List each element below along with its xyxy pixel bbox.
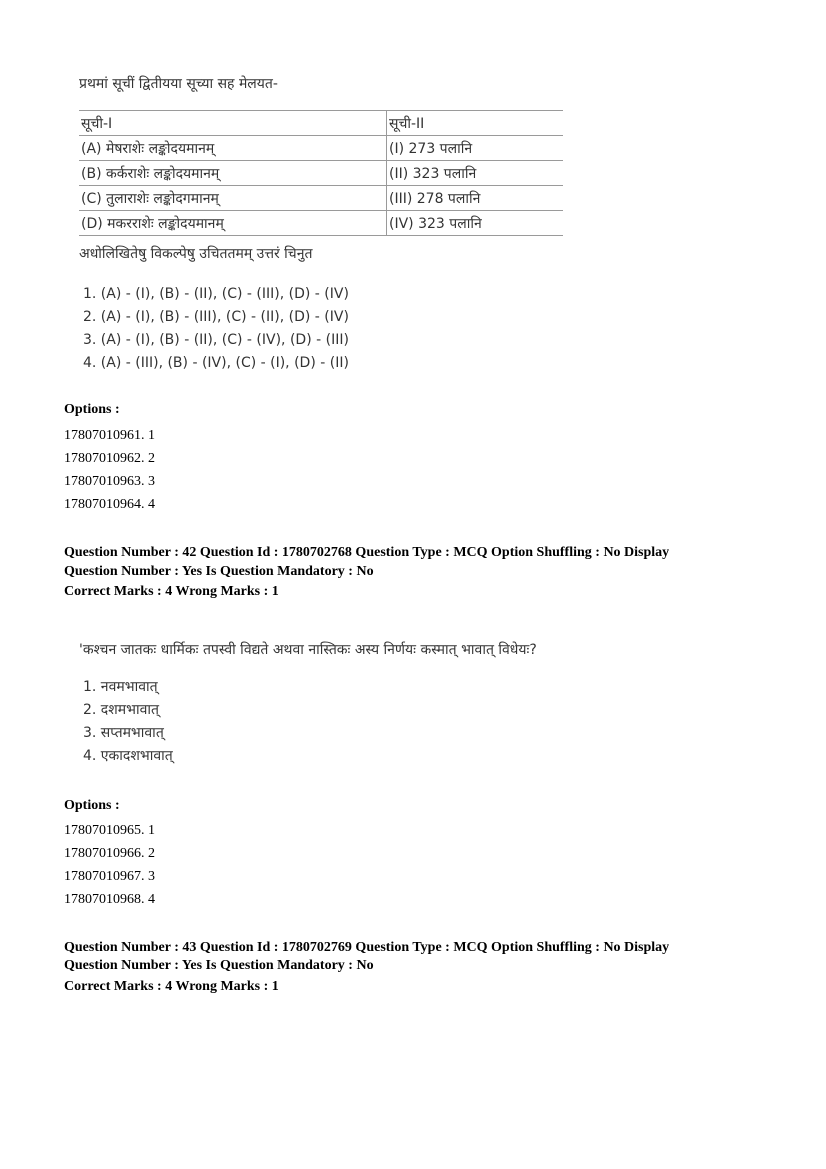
- option-item: 17807010963. 3: [64, 474, 155, 489]
- option-item: 17807010967. 3: [64, 869, 155, 884]
- choice-item: 1. नवमभावात्: [83, 679, 158, 695]
- q41-choices: [83, 283, 349, 375]
- q43-meta-line-3: Correct Marks : 4 Wrong Marks : 1: [64, 979, 279, 994]
- q42-meta-line-3: Correct Marks : 4 Wrong Marks : 1: [64, 584, 279, 599]
- table-row: [79, 136, 563, 161]
- option-item: 17807010965. 1: [64, 823, 155, 838]
- q42-options-list: [64, 819, 155, 911]
- choice-item: 2. (A) - (I), (B) - (III), (C) - (II), (D) - (IV): [83, 309, 349, 325]
- table-header-list-2: सूची-II: [387, 111, 564, 136]
- choice-item: 3. सप्तमभावात्: [83, 725, 164, 741]
- option-item: 17807010962. 2: [64, 451, 155, 466]
- table-row: [79, 161, 563, 186]
- q43-meta-line-1: Question Number : 43 Question Id : 1780702769 Question Type : MCQ Option Shuffling : No Display: [64, 940, 670, 955]
- table-cell: (A) मेषराशेः लङ्कोदयमानम्: [79, 136, 387, 161]
- table-row: [79, 186, 563, 211]
- table-header-list-1: सूची-I: [79, 111, 387, 136]
- q41-prompt: अधोलिखितेषु विकल्पेषु उचिततमम् उत्तरं चिनुत: [79, 246, 313, 262]
- table-cell: (II) 323 पलानि: [387, 161, 564, 186]
- choice-item: 2. दशमभावात्: [83, 702, 159, 718]
- q43-meta-line-2: Question Number : Yes Is Question Mandatory : No: [64, 958, 374, 973]
- choice-item: 3. (A) - (I), (B) - (II), (C) - (IV), (D) - (III): [83, 332, 349, 348]
- choice-item: 4. एकादशभावात्: [83, 748, 173, 764]
- match-table: [79, 110, 563, 236]
- q42-options-label: Options :: [64, 798, 120, 813]
- table-cell: (B) कर्कराशेः लङ्कोदयमानम्: [79, 161, 387, 186]
- table-header-row: [79, 111, 563, 136]
- q42-meta-line-1: Question Number : 42 Question Id : 1780702768 Question Type : MCQ Option Shuffling : No Display: [64, 545, 670, 560]
- q41-options-label: Options :: [64, 402, 120, 417]
- table-cell: (III) 278 पलानि: [387, 186, 564, 211]
- q42-choices: [83, 676, 173, 768]
- option-item: 17807010968. 4: [64, 892, 155, 907]
- choice-item: 4. (A) - (III), (B) - (IV), (C) - (I), (D) - (II): [83, 355, 349, 371]
- option-item: 17807010964. 4: [64, 497, 155, 512]
- option-item: 17807010966. 2: [64, 846, 155, 861]
- table-row: [79, 211, 563, 236]
- option-item: 17807010961. 1: [64, 428, 155, 443]
- q42-meta-line-2: Question Number : Yes Is Question Mandatory : No: [64, 564, 374, 579]
- table-cell: (IV) 323 पलानि: [387, 211, 564, 236]
- table-cell: (I) 273 पलानि: [387, 136, 564, 161]
- choice-item: 1. (A) - (I), (B) - (II), (C) - (III), (D) - (IV): [83, 286, 349, 302]
- table-cell: (C) तुलाराशेः लङ्कोदगमानम्: [79, 186, 387, 211]
- table-cell: (D) मकरराशेः लङ्कोदयमानम्: [79, 211, 387, 236]
- q41-instruction: प्रथमां सूचीं द्वितीयया सूच्या सह मेलयत-: [79, 76, 278, 92]
- q42-question-text: 'कश्चन जातकः धार्मिकः तपस्वी विद्यते अथवा नास्तिकः अस्य निर्णयः कस्मात् भावात् विधेयः?: [79, 642, 537, 658]
- q41-options-list: [64, 424, 155, 516]
